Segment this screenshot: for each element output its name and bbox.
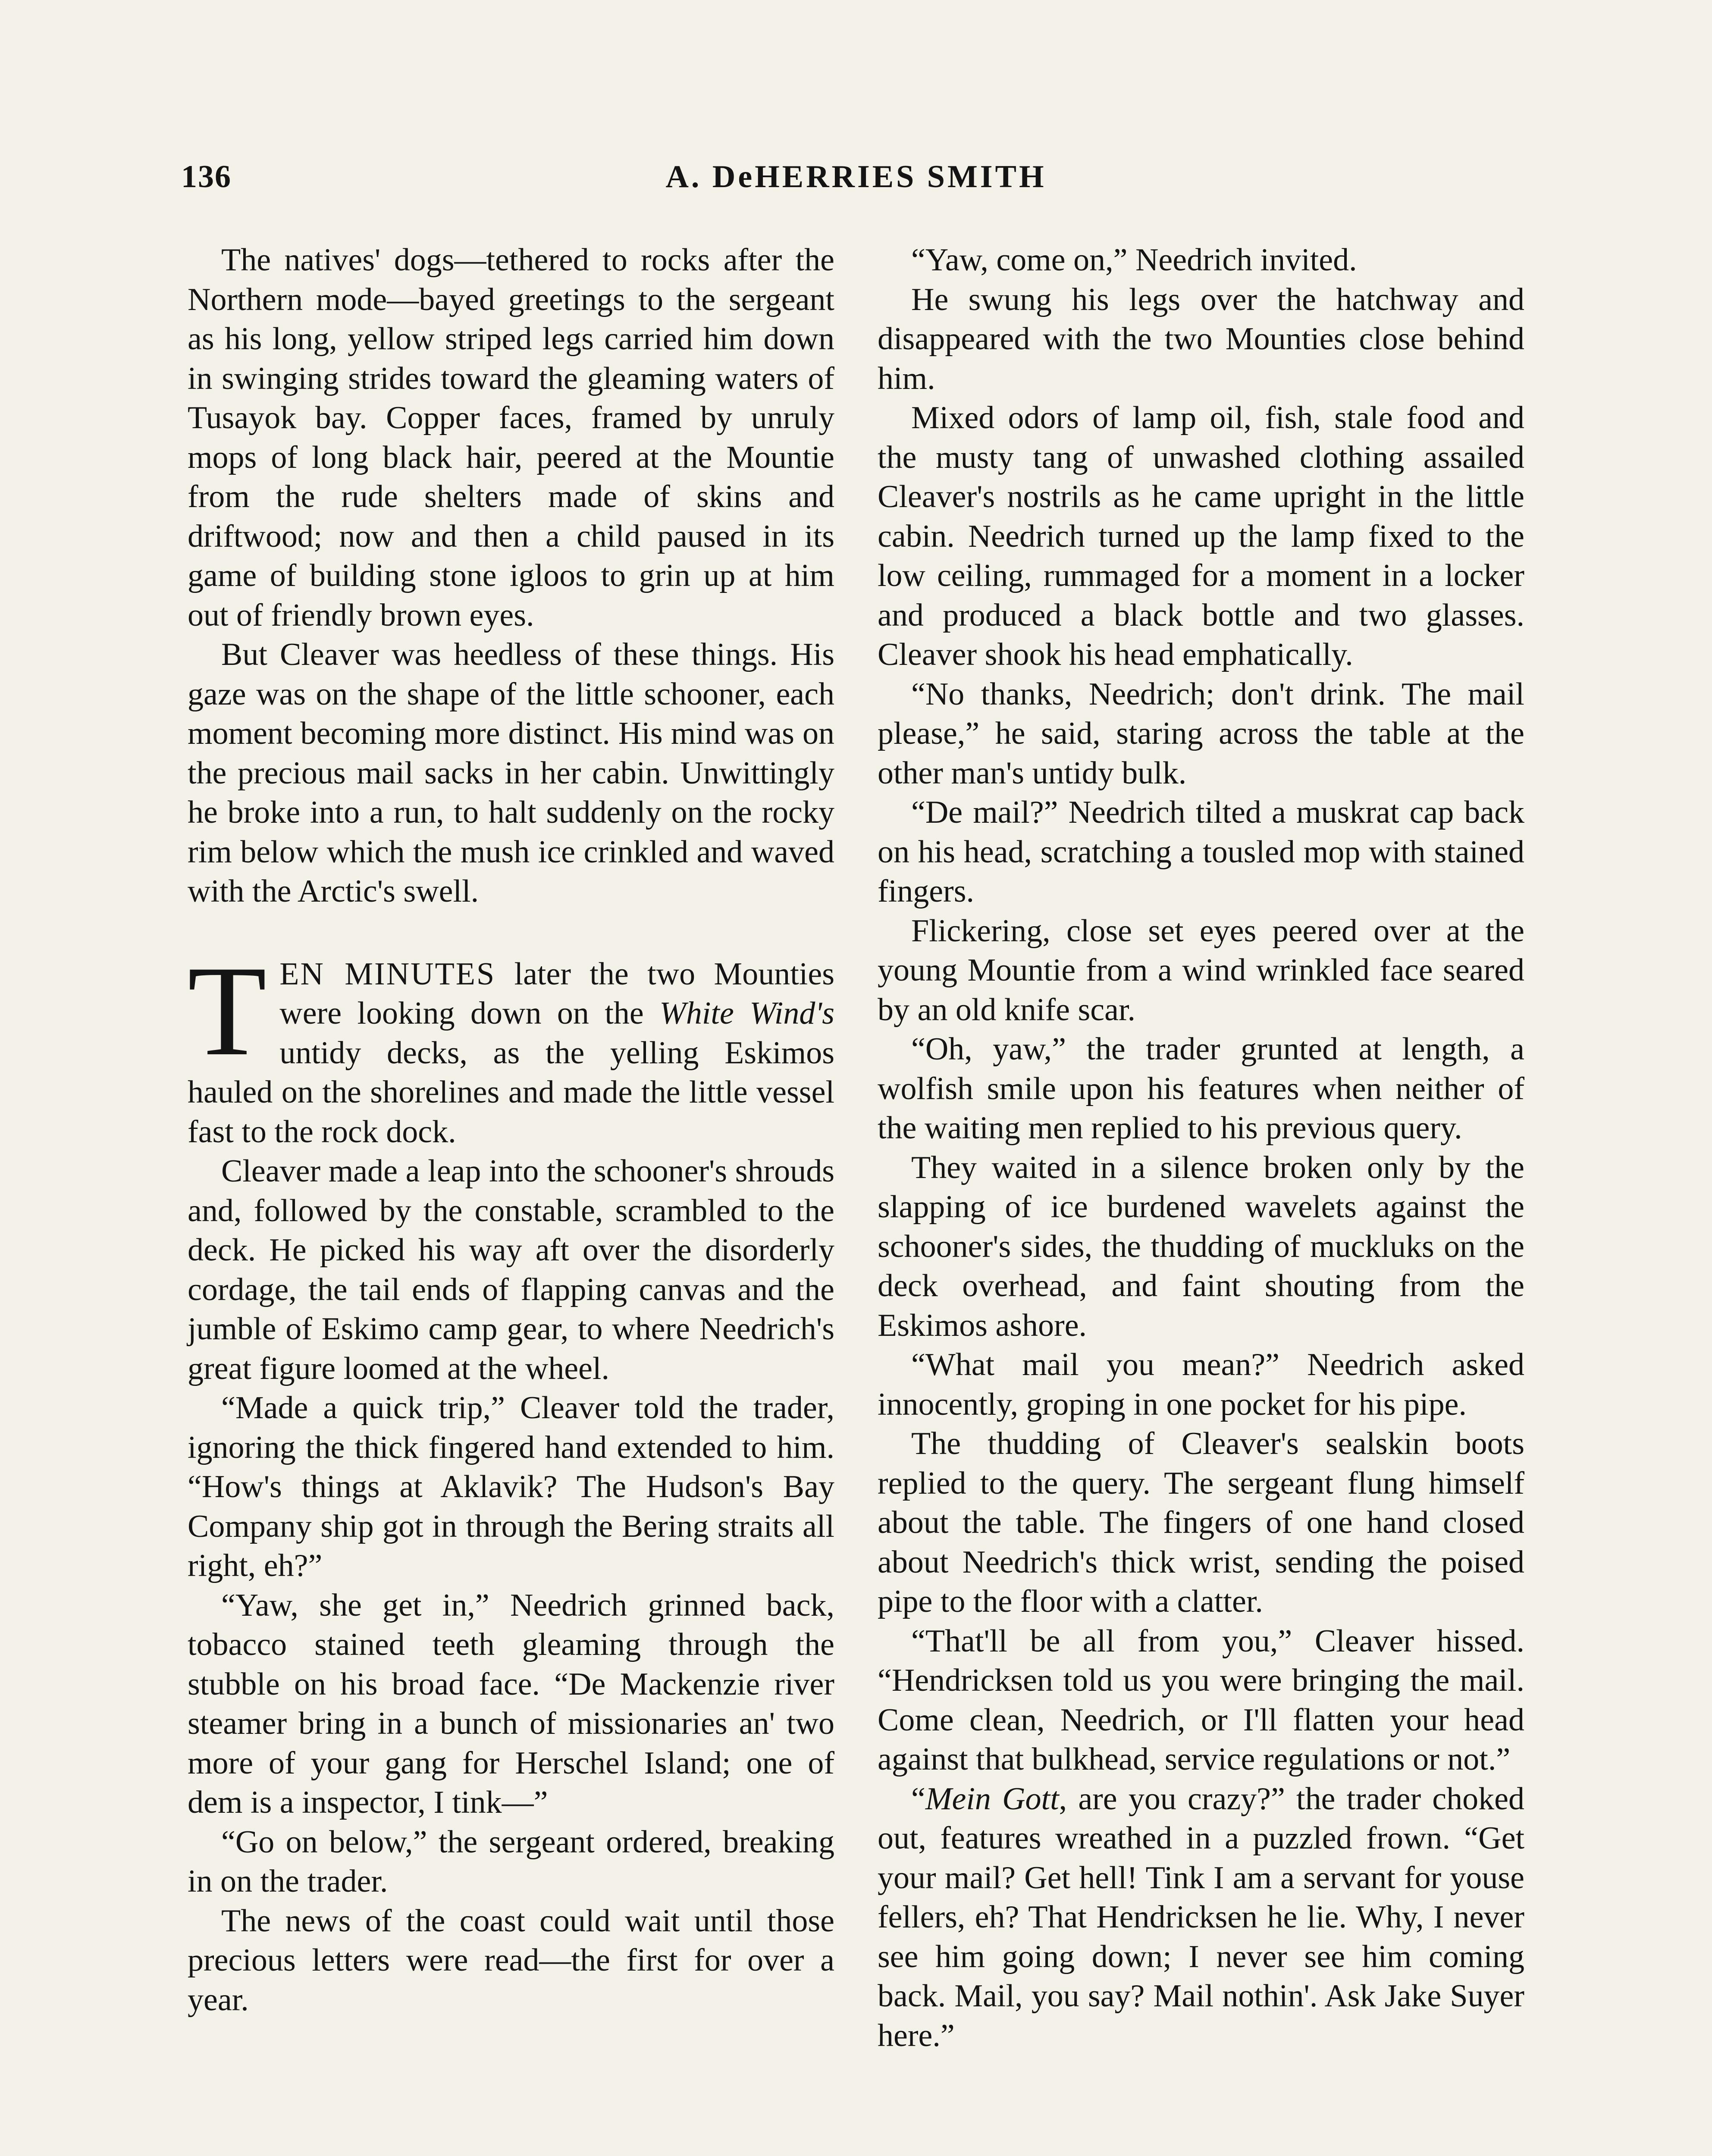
paragraph: He swung his legs over the hatchway and disappeared with the two Mounties close behind him. xyxy=(878,282,1524,396)
left-column xyxy=(188,241,834,2020)
ship-name: White Wind's xyxy=(659,996,834,1031)
paragraph: “That'll be all from you,” Cleaver hissed. “Hendricksen told us you were bringing the mail. Come clean, Needrich, or I'll flatten your head against that bulkhead, service regulations or not.” xyxy=(878,1623,1524,1777)
page-number: 136 xyxy=(181,159,232,194)
paragraph: “Yaw, she get in,” Needrich grinned back, tobacco stained teeth gleaming through the stubble on his broad face. “De Mackenzie river steamer bring in a bunch of missionaries an' two more of your gang for Herschel Island; one of dem is a inspector, I tink—” xyxy=(188,1587,834,1820)
right-column xyxy=(878,241,1524,2056)
paragraph-text: later the two Mounties were looking down on the xyxy=(279,956,834,1031)
running-head: A. DeHERRIES SMITH xyxy=(665,159,1047,194)
paragraph: Flickering, close set eyes peered over at the young Mountie from a wind wrinkled face seared by an old knife scar. xyxy=(878,913,1524,1028)
paragraph: The news of the coast could wait until those precious letters were read—the first for over a year. xyxy=(188,1903,834,2018)
paragraph xyxy=(878,1780,1524,2056)
paragraph: Mixed odors of lamp oil, fish, stale food and the musty tang of unwashed clothing assailed Cleaver's nostrils as he came upright in the little cabin. Needrich turned up the lamp fixed to the low ceiling, rummaged for a moment in a locker and produced a black bottle and two glasses. Cleaver shook his head emphatically. xyxy=(878,400,1524,672)
drop-cap: T xyxy=(188,939,267,1082)
paragraph: “What mail you mean?” Needrich asked innocently, groping in one pocket for his pipe. xyxy=(878,1347,1524,1422)
italic-phrase: Mein Gott xyxy=(925,1781,1059,1817)
paragraph-text: , are you crazy?” the trader choked out, features wreathed in a puzzled frown. “Get your mail? Get hell! Tink I am a servant for youse fellers, eh? That Hendricksen he lie. Why, I never see him going down; I never see him coming back. Mail, you say? Mail nothin'. Ask Jake Suyer here.” xyxy=(878,1781,1524,2053)
paragraph-text: “ xyxy=(911,1781,925,1817)
paragraph: “Made a quick trip,” Cleaver told the trader, ignoring the thick fingered hand extended to him. “How's things at Aklavik? The Hudson's Bay Company ship got in through the Bering straits all right, eh?” xyxy=(188,1390,834,1583)
paragraph-text: untidy decks, as the yelling Eskimos hauled on the shorelines and made the little vessel fast to the rock dock. xyxy=(188,1035,834,1150)
paragraph: “No thanks, Needrich; don't drink. The mail please,” he said, staring across the table at the other man's untidy bulk. xyxy=(878,676,1524,791)
small-caps-lead: EN MINUTES xyxy=(279,956,496,992)
paragraph: “De mail?” Needrich tilted a muskrat cap back on his head, scratching a tousled mop with stained fingers. xyxy=(878,795,1524,909)
paragraph: Cleaver made a leap into the schooner's shrouds and, followed by the constable, scrambled to the deck. He picked his way aft over the disorderly cordage, the tail ends of flapping canvas and the jumble of Eskimo camp gear, to where Needrich's great figure loomed at the wheel. xyxy=(188,1153,834,1386)
paragraph: “Oh, yaw,” the trader grunted at length, a wolfish smile upon his features when neither of the waiting men replied to his previous query. xyxy=(878,1031,1524,1146)
paragraph: The natives' dogs—tethered to rocks after the Northern mode—bayed greetings to the sergeant as his long, yellow striped legs carried him down in swinging strides toward the gleaming waters of Tusayok bay. Copper faces, framed by unruly mops of long black hair, peered at the Mountie from the rude shelters made of skins and driftwood; now and then a child paused in its game of building stone igloos to grin up at him out of friendly brown eyes. xyxy=(188,242,834,633)
paragraph: They waited in a silence broken only by the slapping of ice burdened wavelets against the schooner's sides, the thudding of muckluks on the deck overhead, and faint shouting from the Eskimos ashore. xyxy=(878,1150,1524,1343)
paragraph-dropcap xyxy=(188,939,834,1152)
paragraph: “Go on below,” the sergeant ordered, breaking in on the trader. xyxy=(188,1824,834,1899)
paragraph: But Cleaver was heedless of these things. His gaze was on the shape of the little schooner, each moment becoming more distinct. His mind was on the precious mail sacks in her cabin. Unwittingly he broke into a run, to halt suddenly on the rocky rim below which the mush ice crinkled and waved with the Arctic's swell. xyxy=(188,637,834,909)
paragraph: “Yaw, come on,” Needrich invited. xyxy=(911,242,1357,278)
paragraph: The thudding of Cleaver's sealskin boots replied to the query. The sergeant flung himself about the table. The fingers of one hand closed about Needrich's thick wrist, sending the poised pipe to the floor with a clatter. xyxy=(878,1426,1524,1619)
